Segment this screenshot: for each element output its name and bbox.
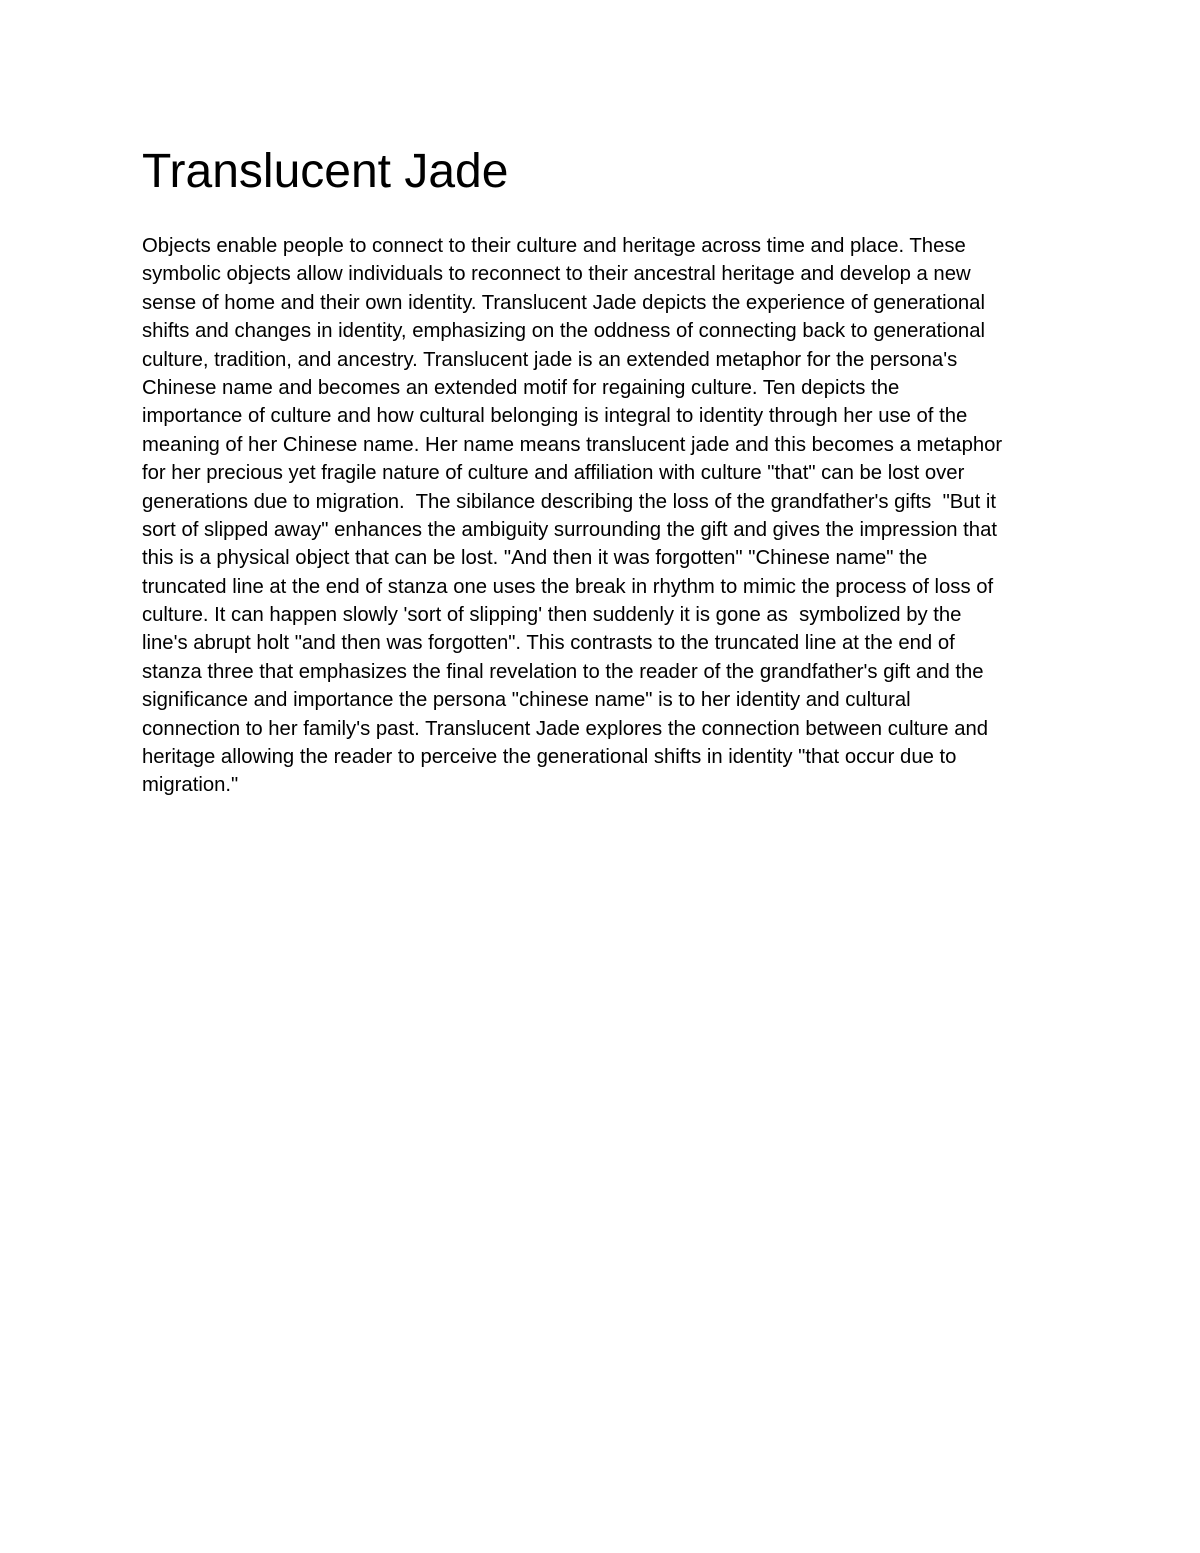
body-line: connection to her family's past. Translucent Jade explores the connection between culture and [142,717,989,740]
body-line: significance and importance the persona "chinese name" is to her identity and cultural [142,689,911,712]
document-body [142,232,1082,800]
document-title: Translucent Jade [142,145,509,198]
body-line: culture, tradition, and ancestry. Translucent jade is an extended metaphor for the persona's [142,348,958,371]
body-line: Objects enable people to connect to their culture and heritage across time and place. These [142,235,966,257]
body-line: symbolic objects allow individuals to reconnect to their ancestral heritage and develop a new [142,263,971,286]
body-line: Chinese name and becomes an extended motif for regaining culture. Ten depicts the [142,376,900,399]
body-line: heritage allowing the reader to perceive the generational shifts in identity "that occur due to [142,746,957,769]
body-line: sense of home and their own identity. Translucent Jade depicts the experience of generational [142,291,985,314]
body-line: truncated line at the end of stanza one uses the break in rhythm to mimic the process of loss of [142,575,994,598]
body-line: sort of slipped away" enhances the ambiguity surrounding the gift and gives the impression that [142,518,998,541]
body-line: shifts and changes in identity, emphasizing on the oddness of connecting back to generational [142,320,985,343]
body-line: stanza three that emphasizes the final revelation to the reader of the grandfather's gift and the [142,660,984,683]
body-line: migration." [142,774,239,797]
body-line: this is a physical object that can be lost. "And then it was forgotten" "Chinese name" the [142,547,928,570]
body-line: culture. It can happen slowly 'sort of slipping' then suddenly it is gone as symbolized by the [142,604,962,627]
body-line: line's abrupt holt "and then was forgotten". This contrasts to the truncated line at the end of [142,632,955,655]
body-line: importance of culture and how cultural belonging is integral to identity through her use of the [142,405,968,428]
body-line: for her precious yet fragile nature of culture and affiliation with culture "that" can be lost over [142,462,965,485]
body-line: meaning of her Chinese name. Her name means translucent jade and this becomes a metaphor [142,433,1003,456]
body-line: generations due to migration. The sibilance describing the loss of the grandfather's gifts "But it [142,490,996,513]
